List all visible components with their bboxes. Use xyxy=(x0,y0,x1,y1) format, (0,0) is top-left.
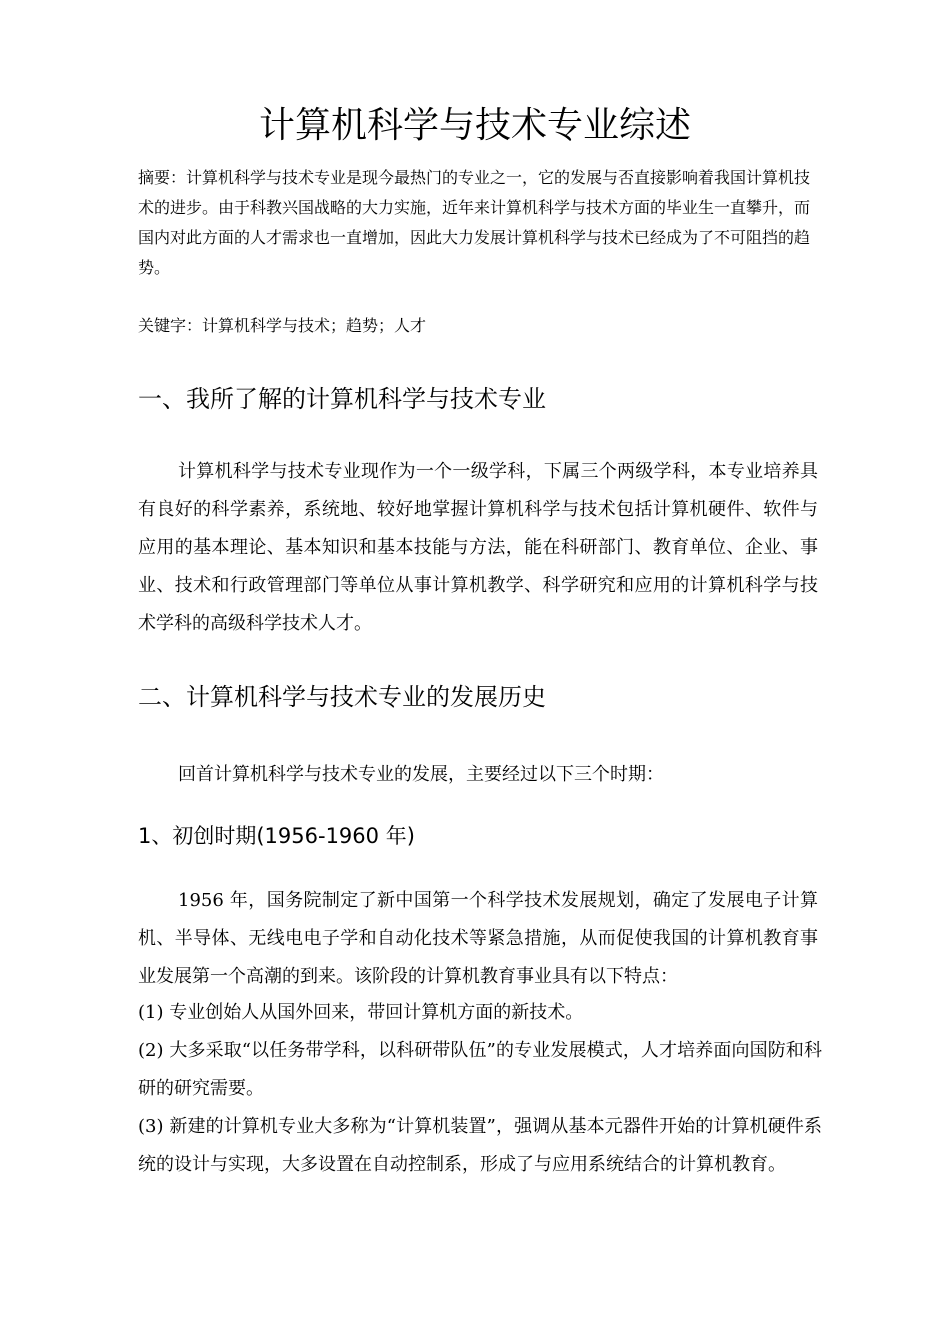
list-item: (3) 新建的计算机专业大多称为“计算机装置”，强调从基本元器件开始的计算机硬件系统的设计与实现，大多设置在自动控制系，形成了与应用系统结合的计算机教育。 xyxy=(138,1116,822,1175)
subsection-1-heading: 1、初创时期(1956-1960 年) xyxy=(138,824,415,848)
abstract: 摘要：计算机科学与技术专业是现今最热门的专业之一，它的发展与否直接影响着我国计算机技术的进步。由于科教兴国战略的大力实施，近年来计算机科学与技术方面的毕业生一直攀升，而国内对此方面的人才需求也一直增加，因此大力发展计算机科学与技术已经成为了不可阻挡的趋势。 xyxy=(138,168,811,277)
keywords: 关键字：计算机科学与技术；趋势；人才 xyxy=(138,316,427,335)
section-2-intro: 回首计算机科学与技术专业的发展，主要经过以下三个时期： xyxy=(178,764,664,785)
section-1-paragraph: 计算机科学与技术专业现作为一个一级学科，下属三个两级学科，本专业培养具有良好的科学素养，系统地、较好地掌握计算机科学与技术包括计算机硬件、软件与应用的基本理论、基本知识和基本技能与方法，能在科研部门、教育单位、企业、事业、技术和行政管理部门等单位从事计算机教学、科学研究和应用的计算机科学与技术学科的高级科学技术人才。 xyxy=(138,461,818,634)
document-title: 计算机科学与技术专业综述 xyxy=(258,105,691,146)
section-1-heading: 一、我所了解的计算机科学与技术专业 xyxy=(138,385,546,413)
list-item: (1) 专业创始人从国外回来，带回计算机方面的新技术。 xyxy=(138,1002,584,1023)
list-item: (2) 大多采取“以任务带学科，以科研带队伍”的专业发展模式，人才培养面向国防和科研的研究需要。 xyxy=(138,1040,822,1099)
subsection-1-paragraph: 1956 年，国务院制定了新中国第一个科学技术发展规划，确定了发展电子计算机、半导体、无线电电子学和自动化技术等紧急措施，从而促使我国的计算机教育事业发展第一个高潮的到来。该阶段的计算机教育事业具有以下特点： xyxy=(138,890,818,987)
section-2-heading: 二、计算机科学与技术专业的发展历史 xyxy=(138,683,546,711)
